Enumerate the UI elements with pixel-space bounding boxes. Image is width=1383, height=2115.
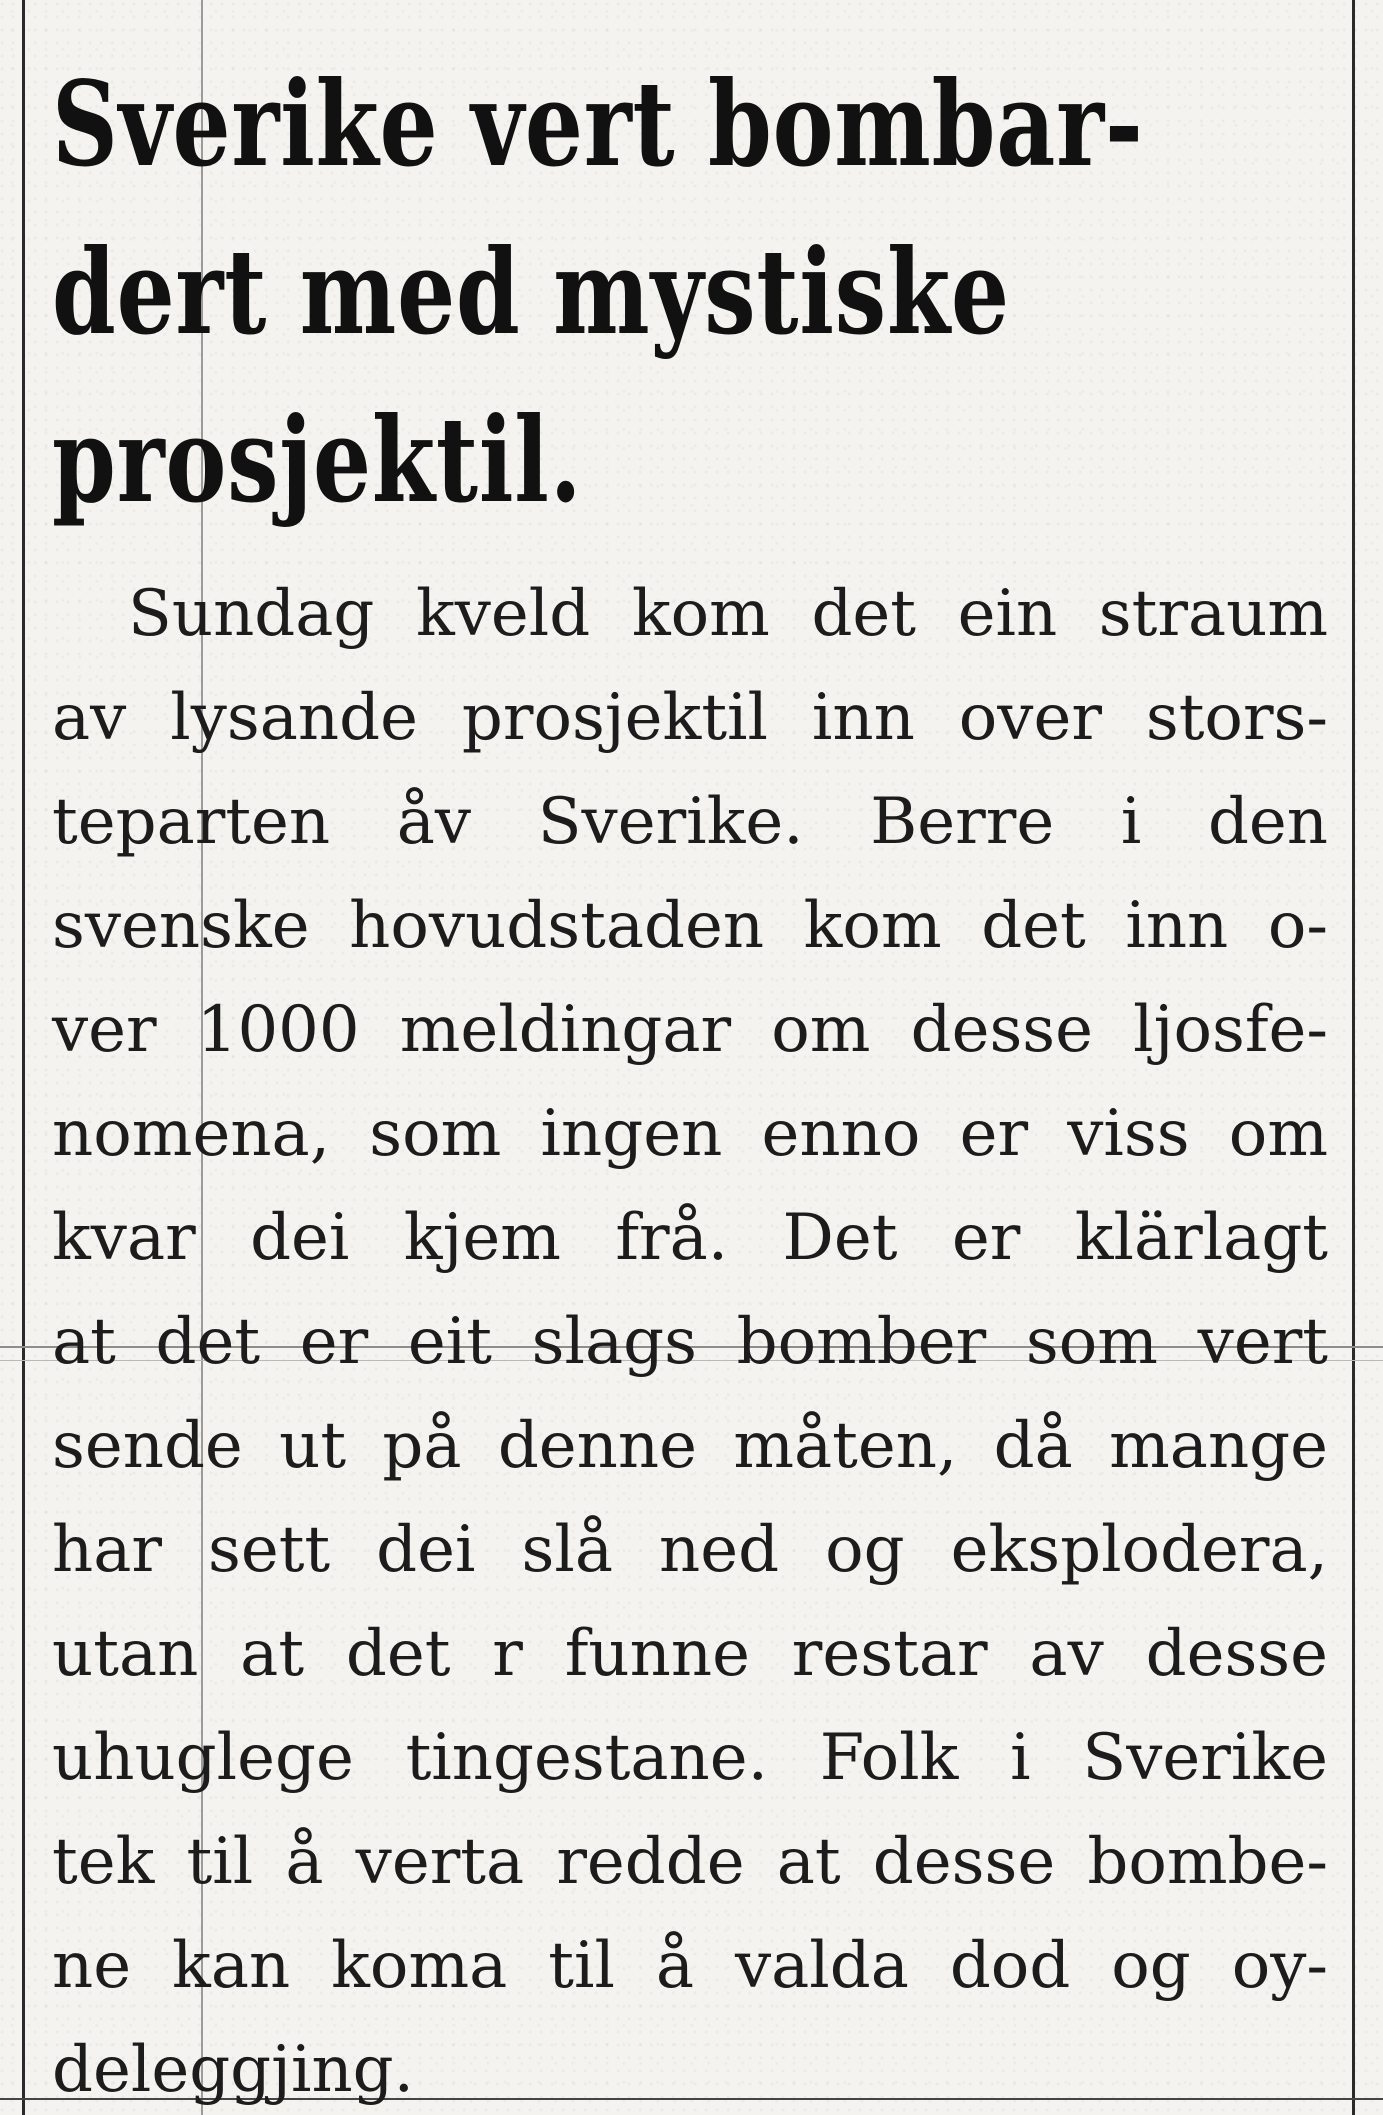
- body-line: uhuglege tingestane. Folk i Sverike: [52, 1721, 1328, 1795]
- body-line: har sett dei slå ned og eksplodera,: [52, 1513, 1328, 1587]
- body-line: utan at det r funne restar av desse: [52, 1617, 1328, 1691]
- headline-line: prosjektil.: [52, 391, 583, 529]
- right-column-rule: [1352, 0, 1355, 2115]
- body-line: svenske hovudstaden kom det inn o-: [52, 889, 1328, 963]
- article-body: [52, 562, 1328, 2115]
- body-line: kvar dei kjem frå. Det er klärlagt: [52, 1201, 1328, 1275]
- body-line: teparten åv Sverike. Berre i den: [52, 785, 1328, 859]
- left-column-rule: [22, 0, 25, 2115]
- body-line: av lysande prosjektil inn over stors-: [52, 681, 1328, 755]
- body-line: Sundag kveld kom det ein straum: [128, 577, 1328, 651]
- body-line: ne kan koma til å valda dod og oy-: [52, 1929, 1328, 2003]
- body-line: at det er eit slags bomber som vert: [52, 1305, 1328, 1379]
- body-line: deleggjing.: [52, 2033, 414, 2107]
- headline-line: dert med mystiske: [52, 223, 1010, 361]
- headline-line: Sverike vert bombar-: [52, 55, 1144, 193]
- body-line: ver 1000 meldingar om desse ljosfe-: [52, 993, 1328, 1067]
- article-headline: [52, 40, 1144, 544]
- body-line: tek til å verta redde at desse bombe-: [52, 1825, 1328, 1899]
- body-line: nomena, som ingen enno er viss om: [52, 1097, 1328, 1171]
- body-line: sende ut på denne måten, då mange: [52, 1409, 1328, 1483]
